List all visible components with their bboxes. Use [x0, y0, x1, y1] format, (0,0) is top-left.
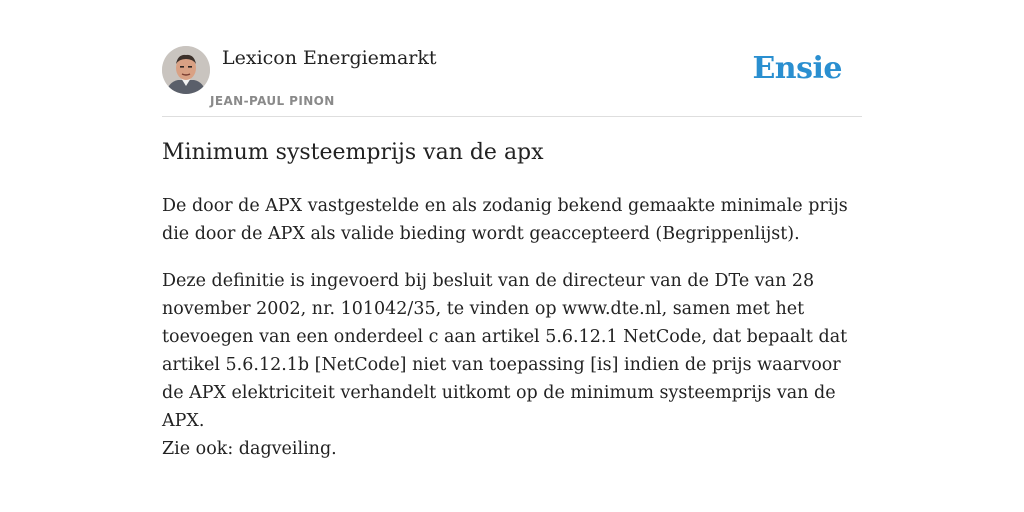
definition-paragraph: De door de APX vastgestelde en als zodanig bekend gemaakte minimale prijs die door de APX als valide bieding wordt geaccepteerd (Begrippenlijst).	[162, 196, 848, 244]
explanation-paragraph: Deze definitie is ingevoerd bij besluit van de directeur van de DTe van 28 november 2002, nr. 101042/35, te vinden op www.dte.nl, samen met het toevoegen van een onderdeel c aan artikel 5.6.12.1 NetCode, dat bepaalt dat artikel 5.6.12.1b [NetCode] niet van toepassing [is] indien de prijs waarvoor de APX elektriciteit verhandelt uitkomt op de minimum systeemprijs van de APX.	[162, 271, 848, 431]
author-name[interactable]: JEAN-PAUL PINON	[210, 94, 335, 108]
ensie-logo[interactable]: Ensie	[752, 51, 842, 86]
avatar-portrait-icon	[162, 46, 210, 94]
see-also-paragraph: Zie ook: dagveiling.	[162, 439, 337, 459]
header	[162, 46, 862, 117]
term-title: Minimum systeemprijs van de apx	[162, 140, 544, 165]
book-title[interactable]: Lexicon Energiemarkt	[222, 47, 437, 69]
author-avatar[interactable]	[162, 46, 210, 94]
